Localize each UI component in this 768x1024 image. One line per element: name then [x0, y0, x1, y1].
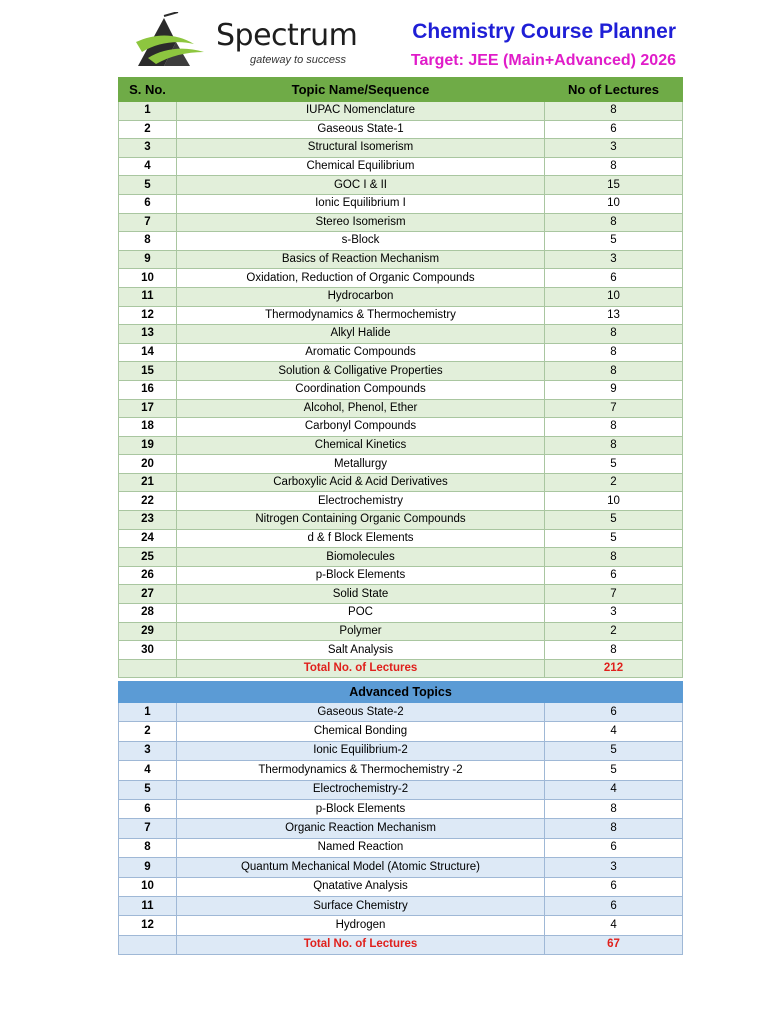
topic-cell: Metallurgy	[177, 455, 545, 474]
topic-cell: s-Block	[177, 232, 545, 251]
table-row	[119, 916, 683, 935]
sno-cell: 14	[119, 343, 177, 362]
table-row	[119, 102, 683, 121]
table-row	[119, 761, 683, 780]
sno-cell: 25	[119, 548, 177, 567]
advanced-topics-table	[118, 681, 683, 955]
lectures-cell: 2	[545, 622, 683, 641]
total-sno-cell	[119, 935, 177, 954]
lectures-cell: 9	[545, 380, 683, 399]
advanced-total-value: 67	[545, 935, 683, 954]
sno-cell: 6	[119, 194, 177, 213]
sno-cell: 22	[119, 492, 177, 511]
table-row	[119, 194, 683, 213]
lectures-cell: 8	[545, 362, 683, 381]
topic-cell: POC	[177, 604, 545, 623]
table-row	[119, 120, 683, 139]
lectures-cell: 5	[545, 232, 683, 251]
main-total-value: 212	[545, 659, 683, 678]
lectures-cell: 5	[545, 529, 683, 548]
table-row	[119, 436, 683, 455]
main-total-row	[119, 659, 683, 678]
sno-cell: 18	[119, 418, 177, 437]
table-row	[119, 473, 683, 492]
table-row	[119, 250, 683, 269]
main-topics-body	[119, 102, 683, 660]
lectures-cell: 8	[545, 819, 683, 838]
lectures-cell: 3	[545, 139, 683, 158]
sno-cell: 9	[119, 250, 177, 269]
table-row	[119, 819, 683, 838]
table-row	[119, 703, 683, 722]
sno-cell: 21	[119, 473, 177, 492]
topic-cell: Nitrogen Containing Organic Compounds	[177, 511, 545, 530]
lectures-cell: 6	[545, 566, 683, 585]
topic-cell: Oxidation, Reduction of Organic Compounds	[177, 269, 545, 288]
topic-cell: Organic Reaction Mechanism	[177, 819, 545, 838]
table-row	[119, 399, 683, 418]
sno-cell: 8	[119, 232, 177, 251]
topic-cell: Electrochemistry-2	[177, 780, 545, 799]
table-row	[119, 780, 683, 799]
table-row	[119, 604, 683, 623]
lectures-cell: 4	[545, 780, 683, 799]
sno-cell: 7	[119, 213, 177, 232]
lectures-cell: 10	[545, 287, 683, 306]
page-subtitle: Target: JEE (Main+Advanced) 2026	[410, 52, 676, 69]
table-row	[119, 269, 683, 288]
lectures-cell: 7	[545, 399, 683, 418]
lectures-cell: 5	[545, 455, 683, 474]
lectures-cell: 6	[545, 838, 683, 857]
sno-cell: 15	[119, 362, 177, 381]
sno-cell: 1	[119, 703, 177, 722]
sno-cell: 16	[119, 380, 177, 399]
topic-cell: d & f Block Elements	[177, 529, 545, 548]
sno-cell: 1	[119, 102, 177, 121]
lectures-cell: 13	[545, 306, 683, 325]
brand-name: Spectrum	[216, 18, 358, 53]
table-row	[119, 585, 683, 604]
topic-cell: Carboxylic Acid & Acid Derivatives	[177, 473, 545, 492]
lectures-cell: 8	[545, 548, 683, 567]
lectures-cell: 6	[545, 877, 683, 896]
topic-cell: Chemical Equilibrium	[177, 157, 545, 176]
table-row	[119, 213, 683, 232]
topic-cell: Quantum Mechanical Model (Atomic Structure)	[177, 858, 545, 877]
lectures-cell: 8	[545, 157, 683, 176]
topic-cell: Chemical Kinetics	[177, 436, 545, 455]
topic-cell: p-Block Elements	[177, 566, 545, 585]
advanced-heading-row	[119, 682, 683, 703]
table-row	[119, 492, 683, 511]
topic-cell: Solution & Colligative Properties	[177, 362, 545, 381]
table-row	[119, 325, 683, 344]
topic-cell: Surface Chemistry	[177, 896, 545, 915]
topic-cell: Ionic Equilibrium-2	[177, 741, 545, 760]
topic-cell: p-Block Elements	[177, 799, 545, 818]
main-total-label: Total No. of Lectures	[177, 659, 545, 678]
topic-cell: Gaseous State-1	[177, 120, 545, 139]
table-row	[119, 176, 683, 195]
table-row	[119, 529, 683, 548]
topic-cell: Alcohol, Phenol, Ether	[177, 399, 545, 418]
topic-cell: Stereo Isomerism	[177, 213, 545, 232]
table-row	[119, 380, 683, 399]
topic-cell: Salt Analysis	[177, 641, 545, 660]
column-header-topic: Topic Name/Sequence	[177, 78, 545, 102]
lectures-cell: 2	[545, 473, 683, 492]
sno-cell: 19	[119, 436, 177, 455]
lectures-cell: 10	[545, 194, 683, 213]
sno-cell: 12	[119, 306, 177, 325]
table-row	[119, 799, 683, 818]
spectrum-logo	[134, 12, 364, 70]
topic-cell: Named Reaction	[177, 838, 545, 857]
lectures-cell: 4	[545, 916, 683, 935]
lectures-cell: 8	[545, 102, 683, 121]
sno-cell: 10	[119, 269, 177, 288]
sno-cell: 5	[119, 780, 177, 799]
sno-cell: 3	[119, 139, 177, 158]
table-header-row	[119, 78, 683, 102]
topic-cell: GOC I & II	[177, 176, 545, 195]
table-row	[119, 722, 683, 741]
advanced-topics-body	[119, 703, 683, 936]
page-title: Chemistry Course Planner	[412, 20, 676, 43]
lectures-cell: 6	[545, 120, 683, 139]
sno-cell: 2	[119, 722, 177, 741]
topic-cell: Electrochemistry	[177, 492, 545, 511]
sno-cell: 17	[119, 399, 177, 418]
sno-cell: 9	[119, 858, 177, 877]
topic-cell: Carbonyl Compounds	[177, 418, 545, 437]
table-row	[119, 455, 683, 474]
table-row	[119, 418, 683, 437]
topic-cell: Ionic Equilibrium I	[177, 194, 545, 213]
table-row	[119, 232, 683, 251]
main-topics-table	[118, 77, 683, 678]
table-row	[119, 566, 683, 585]
total-sno-cell	[119, 659, 177, 678]
lectures-cell: 8	[545, 418, 683, 437]
sno-cell: 28	[119, 604, 177, 623]
table-row	[119, 877, 683, 896]
topic-cell: Qnatative Analysis	[177, 877, 545, 896]
sno-cell: 11	[119, 287, 177, 306]
advanced-total-row	[119, 935, 683, 954]
sno-cell: 4	[119, 157, 177, 176]
table-row	[119, 306, 683, 325]
sno-cell: 10	[119, 877, 177, 896]
sno-cell: 4	[119, 761, 177, 780]
lectures-cell: 5	[545, 511, 683, 530]
table-row	[119, 741, 683, 760]
brand-tagline: gateway to success	[250, 54, 346, 66]
sno-cell: 13	[119, 325, 177, 344]
topic-cell: Structural Isomerism	[177, 139, 545, 158]
topic-cell: Thermodynamics & Thermochemistry -2	[177, 761, 545, 780]
lectures-cell: 6	[545, 269, 683, 288]
topic-cell: Chemical Bonding	[177, 722, 545, 741]
topic-cell: Hydrocarbon	[177, 287, 545, 306]
advanced-total-label: Total No. of Lectures	[177, 935, 545, 954]
sno-cell: 24	[119, 529, 177, 548]
spectrum-logo-icon	[134, 12, 220, 70]
topic-cell: Solid State	[177, 585, 545, 604]
table-row	[119, 838, 683, 857]
sno-cell: 27	[119, 585, 177, 604]
lectures-cell: 8	[545, 436, 683, 455]
lectures-cell: 8	[545, 343, 683, 362]
sno-cell: 20	[119, 455, 177, 474]
lectures-cell: 3	[545, 250, 683, 269]
topic-cell: Coordination Compounds	[177, 380, 545, 399]
table-row	[119, 896, 683, 915]
table-row	[119, 362, 683, 381]
topic-cell: Hydrogen	[177, 916, 545, 935]
topic-cell: Gaseous State-2	[177, 703, 545, 722]
sno-cell: 8	[119, 838, 177, 857]
sno-cell: 12	[119, 916, 177, 935]
table-row	[119, 139, 683, 158]
topic-cell: IUPAC Nomenclature	[177, 102, 545, 121]
lectures-cell: 4	[545, 722, 683, 741]
lectures-cell: 10	[545, 492, 683, 511]
table-row	[119, 858, 683, 877]
lectures-cell: 8	[545, 799, 683, 818]
table-row	[119, 287, 683, 306]
sno-cell: 23	[119, 511, 177, 530]
sno-cell: 5	[119, 176, 177, 195]
sno-cell: 2	[119, 120, 177, 139]
topic-cell: Alkyl Halide	[177, 325, 545, 344]
sno-cell: 7	[119, 819, 177, 838]
lectures-cell: 8	[545, 213, 683, 232]
topic-cell: Biomolecules	[177, 548, 545, 567]
topic-cell: Thermodynamics & Thermochemistry	[177, 306, 545, 325]
table-row	[119, 343, 683, 362]
lectures-cell: 8	[545, 325, 683, 344]
lectures-cell: 3	[545, 604, 683, 623]
column-header-sno: S. No.	[119, 78, 177, 102]
sno-cell: 3	[119, 741, 177, 760]
lectures-cell: 5	[545, 741, 683, 760]
lectures-cell: 3	[545, 858, 683, 877]
sno-cell: 29	[119, 622, 177, 641]
lectures-cell: 8	[545, 641, 683, 660]
table-row	[119, 157, 683, 176]
table-row	[119, 511, 683, 530]
lectures-cell: 7	[545, 585, 683, 604]
table-row	[119, 641, 683, 660]
sno-cell: 11	[119, 896, 177, 915]
lectures-cell: 5	[545, 761, 683, 780]
topic-cell: Basics of Reaction Mechanism	[177, 250, 545, 269]
lectures-cell: 15	[545, 176, 683, 195]
sno-cell: 26	[119, 566, 177, 585]
lectures-cell: 6	[545, 896, 683, 915]
topic-cell: Aromatic Compounds	[177, 343, 545, 362]
sno-cell: 6	[119, 799, 177, 818]
table-row	[119, 622, 683, 641]
table-row	[119, 548, 683, 567]
lectures-cell: 6	[545, 703, 683, 722]
advanced-heading: Advanced Topics	[119, 682, 683, 703]
sno-cell: 30	[119, 641, 177, 660]
column-header-lectures: No of Lectures	[545, 78, 683, 102]
topic-cell: Polymer	[177, 622, 545, 641]
